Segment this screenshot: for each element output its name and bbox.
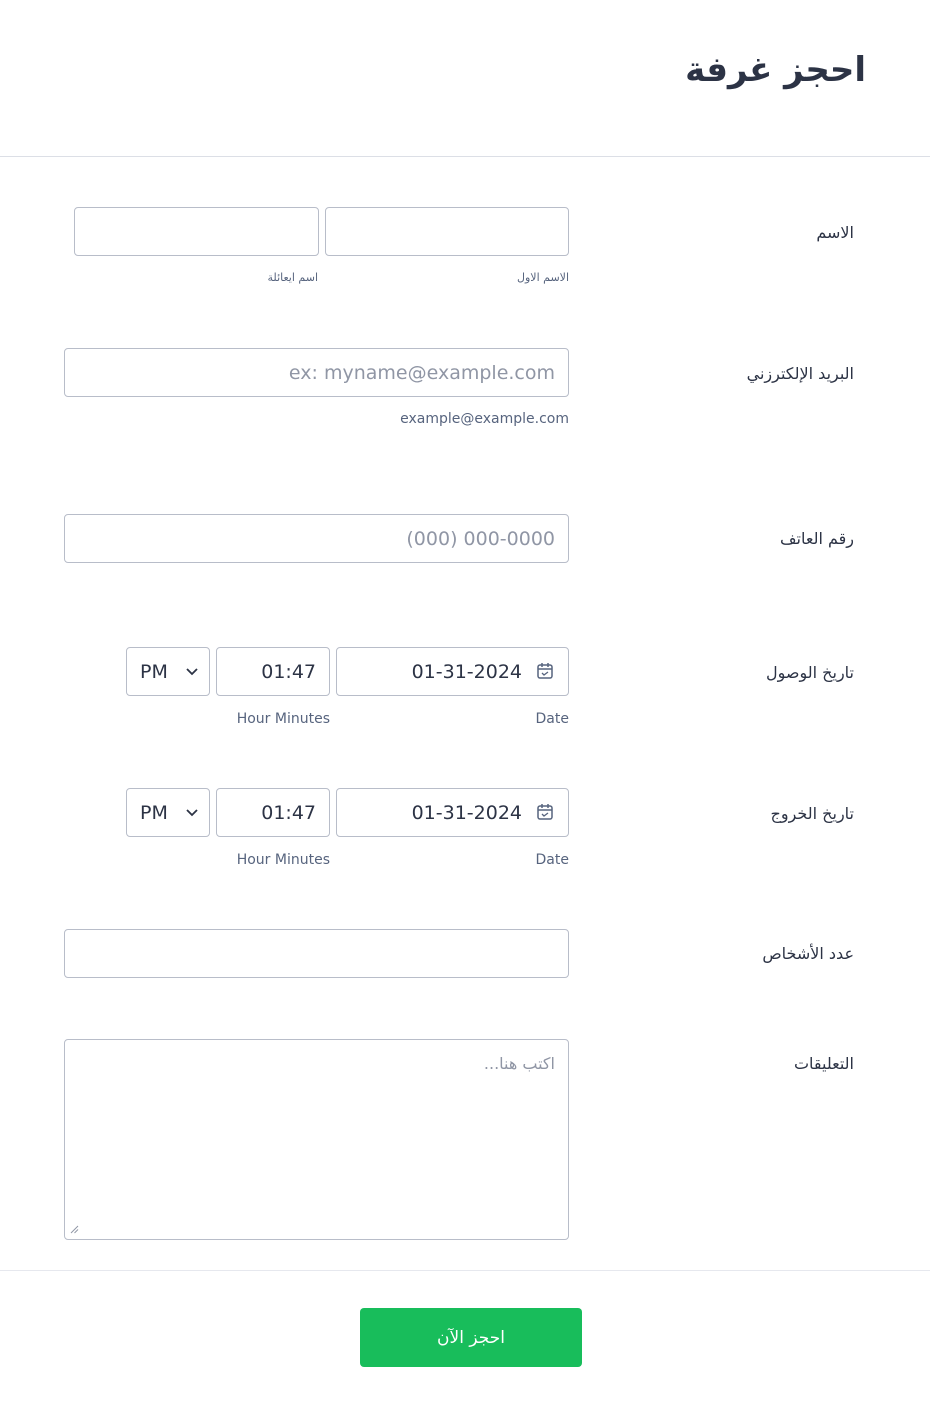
page-title: احجز غرفة (685, 50, 866, 90)
email-sublabel: example@example.com (400, 411, 569, 427)
departure-time-sublabel: Hour Minutes (236, 852, 330, 868)
arrival-date-input[interactable] (336, 647, 569, 696)
arrival-date-value: 01-31-2024 (411, 660, 522, 683)
departure-date-value: 01-31-2024 (411, 801, 522, 824)
last-name-input[interactable] (74, 207, 319, 256)
guests-input[interactable] (64, 929, 569, 978)
arrival-date-sublabel: Date (535, 711, 569, 727)
email-label: البريد الإلكترزني (746, 364, 854, 383)
comments-label: التعليقات (793, 1054, 854, 1073)
arrival-ampm-value: PM (140, 660, 168, 683)
departure-date-input[interactable] (336, 788, 569, 837)
submit-button[interactable]: احجز الآن (360, 1308, 582, 1367)
phone-label: رقم العاتف (779, 529, 854, 548)
comments-placeholder: اكتب هنا... (483, 1054, 555, 1073)
arrival-time-input[interactable] (216, 647, 330, 696)
calendar-icon[interactable] (536, 662, 554, 680)
departure-ampm-select[interactable] (126, 788, 210, 837)
name-label: الاسم (816, 223, 854, 242)
departure-date-sublabel: Date (535, 852, 569, 868)
resize-grip-icon[interactable] (70, 1225, 79, 1234)
departure-ampm-value: PM (140, 801, 168, 824)
chevron-down-icon (186, 668, 198, 676)
first-name-sublabel: الاسم الاول (517, 271, 569, 284)
arrival-time-value: 01:47 (261, 660, 316, 683)
phone-placeholder: (000) 000-0000 (406, 527, 555, 550)
departure-label: تاريخ الخروج (770, 804, 854, 823)
header-divider (0, 156, 930, 157)
email-field[interactable] (64, 348, 569, 397)
arrival-time-sublabel: Hour Minutes (236, 711, 330, 727)
calendar-icon[interactable] (536, 803, 554, 821)
footer-divider (0, 1270, 930, 1271)
email-placeholder: ex: myname@example.com (288, 361, 555, 384)
guests-label: عدد الأشخاص (762, 944, 854, 963)
phone-field[interactable] (64, 514, 569, 563)
arrival-ampm-select[interactable] (126, 647, 210, 696)
arrival-label: تاريخ الوصول (766, 663, 854, 682)
comments-textarea[interactable] (64, 1039, 569, 1240)
departure-time-input[interactable] (216, 788, 330, 837)
chevron-down-icon (186, 809, 198, 817)
last-name-sublabel: اسم ايعائلة (267, 271, 318, 284)
first-name-input[interactable] (325, 207, 569, 256)
departure-time-value: 01:47 (261, 801, 316, 824)
